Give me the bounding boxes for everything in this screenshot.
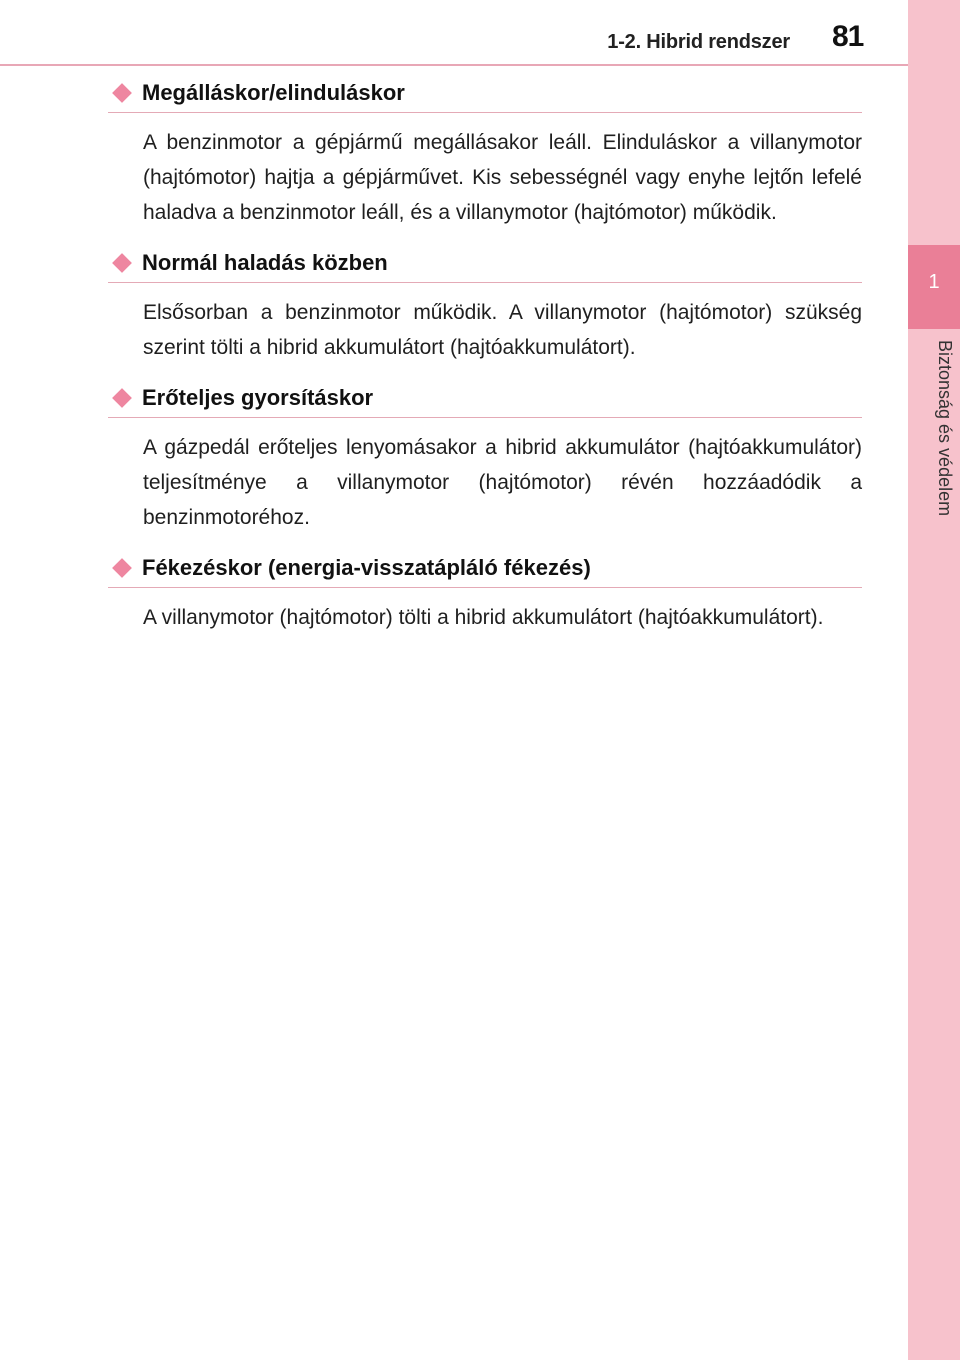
page-header xyxy=(0,0,908,66)
chapter-label: Biztonság és védelem xyxy=(935,340,955,517)
topic-stopping-starting xyxy=(108,74,862,230)
topic-heading xyxy=(108,549,862,588)
diamond-bullet-icon xyxy=(112,253,132,273)
diamond-bullet-icon xyxy=(112,388,132,408)
chapter-number: 1 xyxy=(928,271,940,293)
diamond-bullet-icon xyxy=(112,558,132,578)
topic-title: Megálláskor/elinduláskor xyxy=(142,80,405,105)
topic-regenerative-braking xyxy=(108,549,862,635)
topic-body: A gázpedál erőteljes lenyomásakor a hibrid akkumulátor (hajtóakkumulátor) teljesítménye a villanymotor (hajtómotor) révén hozzáadódik a benzinmotoréhoz. xyxy=(143,436,862,529)
topic-heading xyxy=(108,244,862,283)
topic-body: Elsősorban a benzinmotor működik. A villanymotor (hajtómotor) szükség szerint tölti a hibrid akkumulátort (hajtóakkumulátort). xyxy=(143,301,862,359)
topic-normal-driving xyxy=(108,244,862,365)
topic-heading xyxy=(108,379,862,418)
page-number: 81 xyxy=(832,20,864,53)
topic-hard-acceleration xyxy=(108,379,862,535)
topic-body: A benzinmotor a gépjármű megállásakor leáll. Elinduláskor a villanymotor (hajtómotor) hajtja a gépjárművet. Kis sebességnél vagy enyhe lejtőn lefelé haladva a benzinmotor leáll, és a villanymotor (hajtómotor) működik. xyxy=(143,131,862,224)
page-content xyxy=(108,74,862,649)
topic-title: Erőteljes gyorsításkor xyxy=(142,385,374,410)
topic-body: A villanymotor (hajtómotor) tölti a hibrid akkumulátort (hajtóakkumulátort). xyxy=(143,606,824,629)
topic-title: Fékezéskor (energia-visszatápláló fékezés) xyxy=(142,555,591,580)
chapter-number-tab[interactable] xyxy=(908,245,960,329)
topic-heading xyxy=(108,74,862,113)
chapter-side-tab xyxy=(908,0,960,1360)
header-divider xyxy=(0,64,908,66)
section-title: 1-2. Hibrid rendszer xyxy=(607,31,790,53)
topic-title: Normál haladás közben xyxy=(142,250,388,275)
diamond-bullet-icon xyxy=(112,83,132,103)
